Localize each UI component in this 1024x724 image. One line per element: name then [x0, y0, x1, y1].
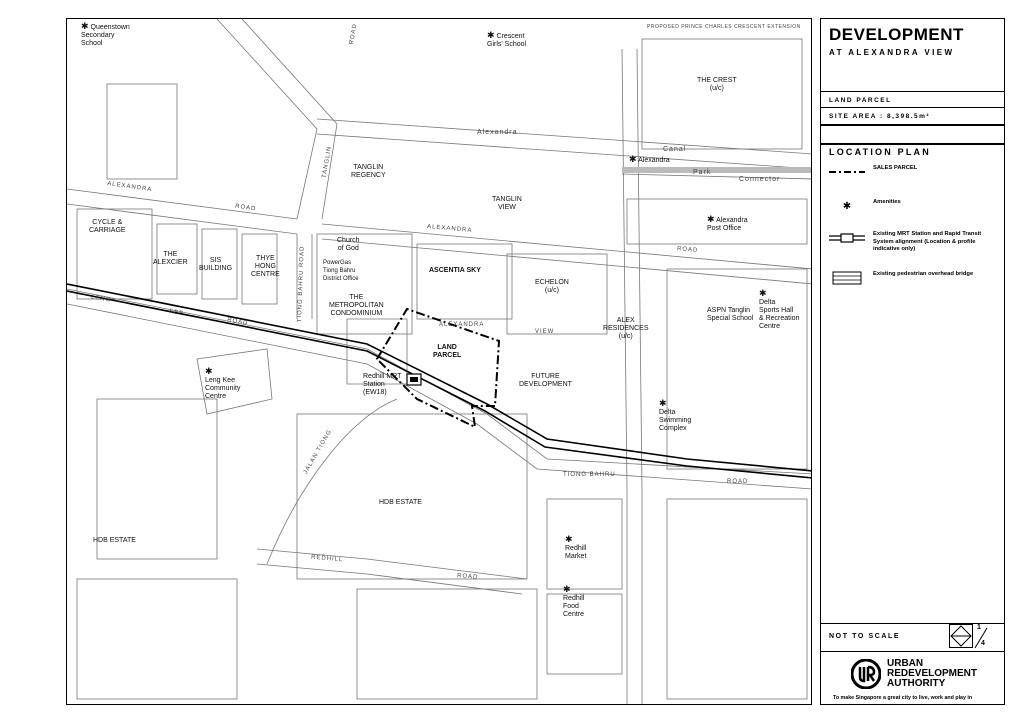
- cycle-carriage-label: CYCLE & CARRIAGE: [89, 219, 126, 234]
- legend-mrt: Existing MRT Station and Rapid Transit System alignment (Location & profile indicative only): [829, 231, 998, 254]
- alexandra-road-west-edge: [67, 189, 297, 219]
- future-development-label: FUTURE DEVELOPMENT: [519, 373, 572, 388]
- amenity-asterisk-icon: ✱: [659, 398, 667, 408]
- amenity-asterisk-icon: ✱: [563, 584, 571, 594]
- map-linework: [67, 19, 812, 705]
- alex-residences-label: ALEX RESIDENCES (u/c): [603, 317, 649, 340]
- sales-parcel-line-icon: [829, 165, 865, 179]
- church-of-god-label: Church of God: [337, 237, 360, 252]
- the-alexcier-label: THE ALEXCIER: [153, 251, 188, 266]
- tagline: To make Singapore a great city to live, work and play in: [833, 695, 973, 701]
- road-east-label: ROAD: [676, 246, 699, 254]
- divider: [821, 91, 1004, 92]
- hdb-estate-center-label: HDB ESTATE: [379, 499, 422, 506]
- amenity-asterisk-icon: ✱: [487, 30, 495, 40]
- canal-label: Canal: [663, 146, 687, 153]
- amenity-asterisk-icon: ✱: [707, 214, 715, 224]
- the-crest-label: THE CREST (u/c): [697, 77, 737, 92]
- hdb-estate-west-label: HDB ESTATE: [93, 537, 136, 544]
- divider: [821, 124, 1004, 126]
- queenstown-school-label: ✱ Queenstown Secondary School: [81, 21, 130, 47]
- road-top-label: ROAD: [348, 22, 359, 46]
- alexandra-mid-label: ALEXANDRA: [426, 224, 473, 234]
- metropolitan-label: THE METROPOLITAN CONDOMINIUM: [329, 294, 384, 317]
- scale-note: NOT TO SCALE: [829, 633, 901, 640]
- thye-hong-centre-label: THYE HONG CENTRE: [251, 255, 280, 278]
- road-west-label: ROAD: [234, 203, 257, 213]
- amenity-asterisk-icon: ✱: [759, 288, 767, 298]
- sheet-title: DEVELOPMENT: [829, 25, 964, 44]
- redhill-food-centre-label: ✱ Redhill Food Centre: [563, 584, 585, 618]
- divider: [821, 107, 1004, 108]
- leng-kee-road-label: ROAD: [226, 317, 249, 327]
- asterisk-icon: ✱: [842, 200, 852, 212]
- mrt-station-symbol-fill: [410, 377, 418, 382]
- crescent-girls-school-label: ✱ Crescent Girls' School: [487, 30, 527, 48]
- jalan-tiong-label: JALAN TIONG: [302, 428, 334, 476]
- canal-band: [622, 167, 812, 173]
- alexandra-road-edge: [317, 134, 812, 169]
- redhill-mrt-label: Redhill MRT Station (EW18): [363, 373, 402, 396]
- tanglin-road-label: TANGLIN: [321, 145, 334, 179]
- location-plan-heading: LOCATION PLAN: [829, 147, 931, 157]
- sheet-subtitle: AT ALEXANDRA VIEW: [829, 48, 955, 57]
- delta-sports-hall-label: ✱ Delta Sports Hall & Recreation Centre: [759, 288, 800, 330]
- ascentia-sky-label: ASCENTIA SKY: [429, 267, 481, 274]
- canal-edge: [622, 174, 812, 179]
- overhead-bridge-icon: [829, 271, 865, 285]
- land-parcel-heading: LAND PARCEL: [829, 97, 892, 104]
- amenity-asterisk-icon: ✱: [565, 534, 573, 544]
- legend-amenities: ✱ Amenities: [829, 199, 998, 213]
- kee-label: KEE: [168, 308, 185, 318]
- divider: [821, 651, 1004, 652]
- sis-building-label: SIS BUILDING: [199, 257, 233, 272]
- north-arrow-icon: [949, 624, 989, 652]
- redhill-market-label: ✱ Redhill Market: [565, 534, 587, 560]
- legend-sales-parcel: SALES PARCEL: [829, 165, 998, 179]
- tanglin-view-label: TANGLIN VIEW: [492, 196, 522, 211]
- alexandra-west-label: ALEXANDRA: [106, 180, 153, 194]
- land-parcel-label: LAND PARCEL: [433, 344, 462, 359]
- leng-label: LENG: [90, 294, 112, 304]
- tiong-bahru-road-label: TIONG BAHRU ROAD: [296, 245, 306, 323]
- alexandra-road-north-label: Alexandra: [477, 129, 518, 136]
- title-block: [820, 18, 1005, 705]
- prince-charles-label: PROPOSED PRINCE CHARLES CRESCENT EXTENSION: [647, 24, 801, 30]
- tiong-bahru-east-label: TIONG BAHRU: [563, 472, 616, 478]
- legend-overhead-bridge: Existing pedestrian overhead bridge: [829, 271, 998, 285]
- road-tiong-label: ROAD: [727, 479, 749, 485]
- connector-label: Connector: [739, 176, 781, 183]
- page-total: 4: [981, 640, 985, 647]
- delta-swimming-label: ✱ Delta Swimming Complex: [659, 398, 692, 432]
- amenity-asterisk-icon: ✱: [81, 21, 89, 31]
- powergas-label: PowerGas Tiong Bahru District Office: [323, 260, 359, 282]
- park-label: Park: [693, 169, 712, 176]
- view-label: VIEW: [535, 329, 555, 335]
- amenity-asterisk-icon: ✱: [205, 366, 213, 376]
- ura-logo-icon: [851, 659, 881, 689]
- page-current: 1: [977, 624, 981, 631]
- tanglin-road-edge: [217, 19, 317, 219]
- site-area: SITE AREA : 8,398.5m²: [829, 113, 931, 120]
- alexandra-post-office-label: ✱ Alexandra Post Office: [707, 214, 748, 232]
- tanglin-road-edge: [242, 19, 337, 219]
- divider: [821, 143, 1004, 145]
- tanglin-regency-label: TANGLIN REGENCY: [351, 164, 386, 179]
- echelon-label: ECHELON (u/c): [535, 279, 569, 294]
- mrt-line-icon: [829, 231, 865, 245]
- alexandra-view-label: ALEXANDRA: [439, 322, 485, 328]
- page-indicator: [949, 624, 989, 652]
- location-map[interactable]: [66, 18, 812, 705]
- amenity-asterisk-icon: ✱: [629, 154, 637, 164]
- leng-kee-cc-label: ✱ Leng Kee Community Centre: [205, 366, 241, 400]
- aspn-tanglin-label: ASPN Tanglin Special School: [707, 307, 754, 322]
- road-redhill-label: ROAD: [456, 573, 479, 581]
- authority-name: URBAN REDEVELOPMENT AUTHORITY: [887, 658, 978, 689]
- alexandra-park-connector-label: ✱ Alexandra: [629, 154, 670, 164]
- redhill-road-label: REDHILL: [310, 554, 344, 564]
